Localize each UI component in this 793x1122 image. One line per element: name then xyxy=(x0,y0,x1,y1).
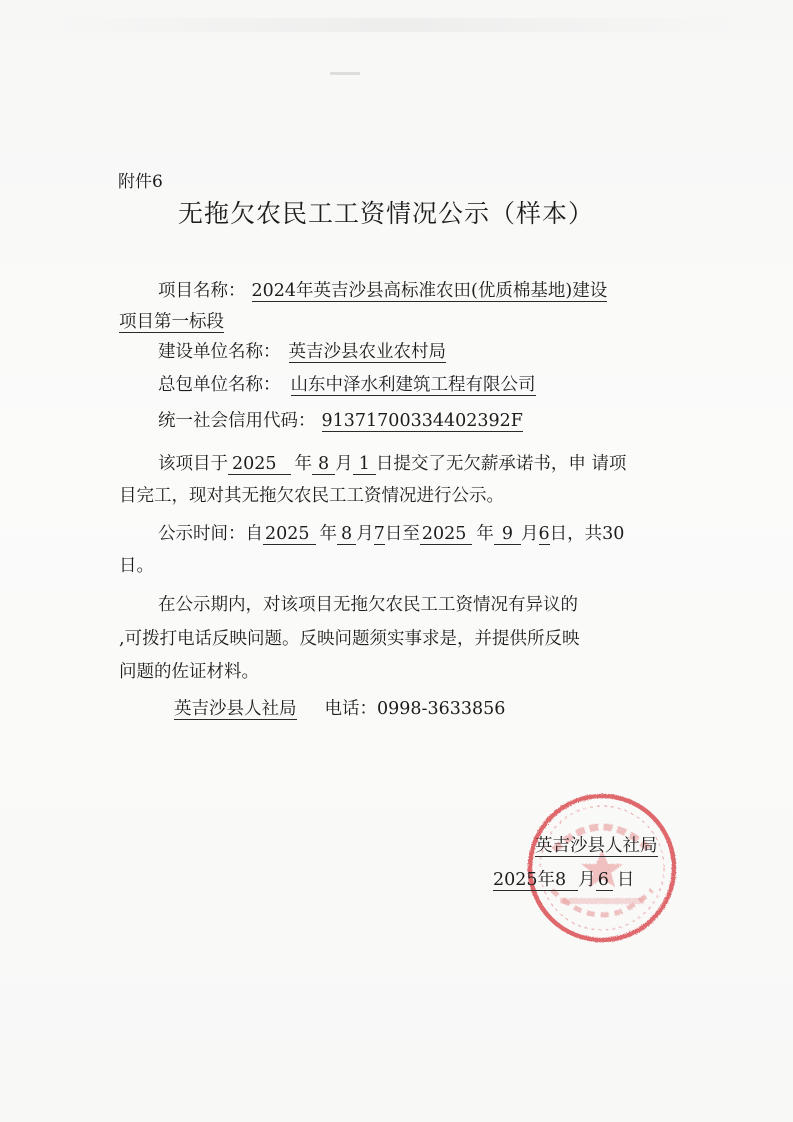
signature-row xyxy=(535,834,658,858)
credit-code-row xyxy=(158,409,523,433)
signature-org: 英吉沙县人社局 xyxy=(535,836,658,856)
commit-month: 8 xyxy=(312,454,335,475)
paragraph-commitment xyxy=(158,452,626,476)
signature-day-unit: 日 xyxy=(616,870,635,890)
signature-month: 8 xyxy=(555,870,578,891)
credit-code-label: 统一社会信用代码： xyxy=(158,411,316,431)
paragraph-commitment-line2: 目完工，现对其无拖欠农民工工资情况进行公示。 xyxy=(119,486,504,506)
signature-date xyxy=(493,868,634,892)
start-year-unit: 年 xyxy=(319,524,338,544)
signature-day: 6 xyxy=(596,870,613,891)
project-name-value-cont: 项目第一标段 xyxy=(119,312,224,332)
scan-mark xyxy=(330,72,360,75)
para1-text-end: 日提交了无欠薪承诺书，申 请项 xyxy=(375,454,627,474)
paragraph-period xyxy=(158,522,624,546)
project-name-row-2 xyxy=(119,310,224,334)
phone-number: 0998-3633856 xyxy=(377,699,506,719)
start-day: 7 xyxy=(373,524,385,544)
year-unit: 年 xyxy=(294,454,313,474)
credit-code-value: 91371700334402392F xyxy=(321,411,523,431)
period-text: 公示时间：自 xyxy=(158,524,263,544)
builder-row xyxy=(158,340,446,364)
builder-value: 英吉沙县农业农村局 xyxy=(288,342,446,362)
contractor-label: 总包单位名称： xyxy=(158,375,281,395)
contractor-value: 山东中泽水利建筑工程有限公司 xyxy=(290,375,536,395)
month-unit: 月 xyxy=(335,454,353,474)
phone-label: 电话： xyxy=(324,699,377,719)
start-year: 2025 xyxy=(263,524,316,545)
contact-row xyxy=(174,697,505,721)
end-day: 6 xyxy=(538,524,550,544)
paragraph-period-line2: 日。 xyxy=(119,556,154,576)
commit-day: 1 xyxy=(353,454,376,475)
builder-label: 建设单位名称： xyxy=(158,342,281,362)
end-year-unit: 年 xyxy=(476,524,494,544)
end-month: 9 xyxy=(494,524,521,545)
start-month-unit: 月 xyxy=(356,524,374,544)
document-title: 无拖欠农民工工资情况公示（样本） xyxy=(178,199,595,228)
project-name-value: 2024年英吉沙县高标准农田(优质棉基地)建设 xyxy=(251,281,608,301)
period-total: 日，共30 xyxy=(549,524,625,544)
para1-text: 该项目于 xyxy=(158,454,228,474)
paragraph-objection-line2: ,可拨打电话反映问题。反映问题须实事求是，并提供所反映 xyxy=(119,629,580,649)
project-name-label: 项目名称： xyxy=(158,281,246,301)
to-text: 日至 xyxy=(384,524,420,544)
paragraph-objection-line1: 在公示期内，对该项目无拖欠农民工工资情况有异议的 xyxy=(158,595,578,615)
signature-month-unit: 月 xyxy=(578,870,596,890)
paragraph-objection-line3: 问题的佐证材料。 xyxy=(119,662,259,682)
contact-org: 英吉沙县人社局 xyxy=(174,699,297,719)
end-year: 2025 xyxy=(420,524,473,545)
scan-shadow xyxy=(40,18,750,32)
signature-year-unit: 年 xyxy=(537,870,556,890)
signature-year: 2025 xyxy=(493,870,538,890)
commit-year: 2025 xyxy=(228,454,291,475)
project-name-row xyxy=(158,279,607,303)
contractor-row xyxy=(158,373,536,397)
end-month-unit: 月 xyxy=(521,524,539,544)
attachment-label: 附件6 xyxy=(118,172,163,192)
start-month: 8 xyxy=(337,524,356,545)
